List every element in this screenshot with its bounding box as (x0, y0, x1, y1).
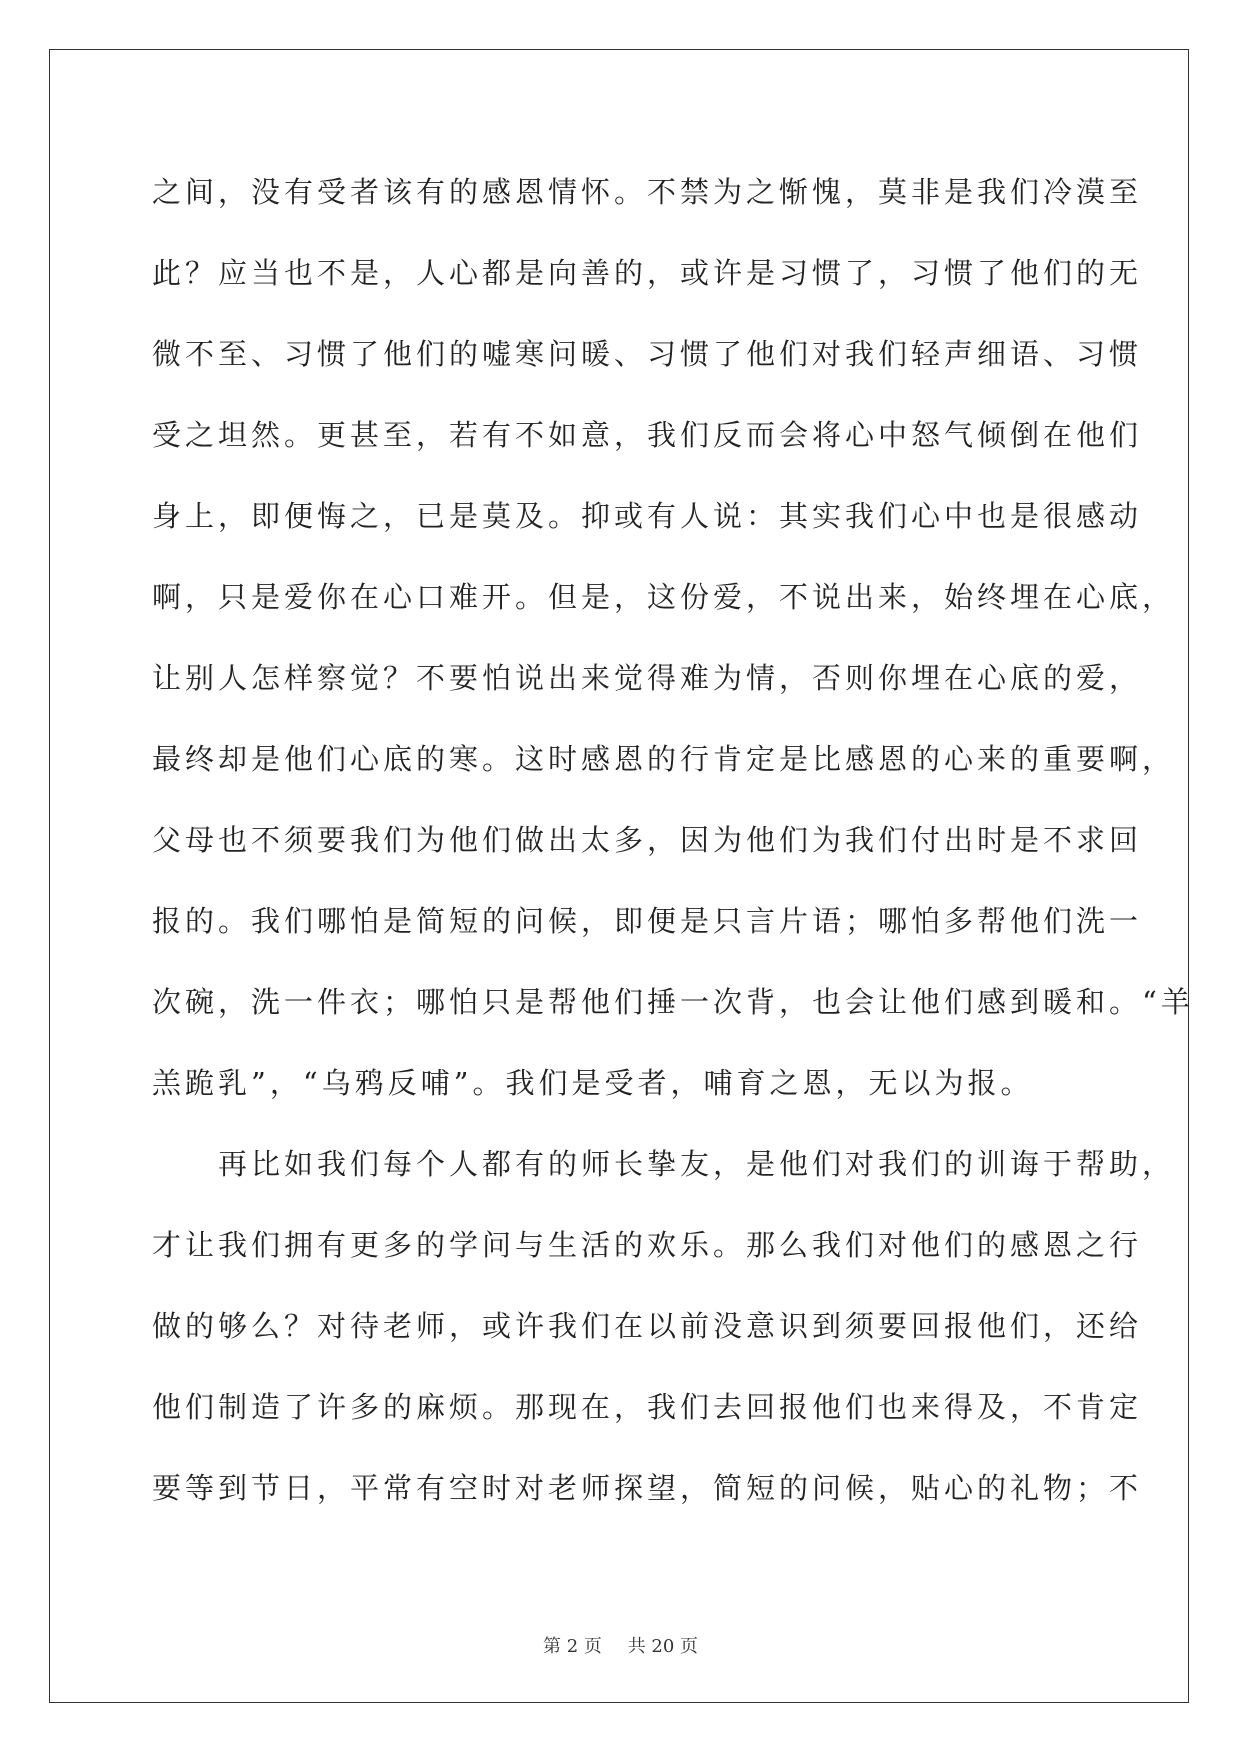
text-line: 受之坦然。更甚至，若有不如意，我们反而会将心中怒气倾倒在他们 (152, 418, 1143, 452)
text-line: 做的够么？对待老师，或许我们在以前没意识到须要回报他们，还给 (152, 1309, 1143, 1343)
page-number: 第 2 页 (543, 1636, 602, 1657)
document-body (152, 160, 1194, 1537)
text-line: 微不至、习惯了他们的嘘寒问暖、习惯了他们对我们轻声细语、习惯 (152, 337, 1143, 371)
text-line: 让别人怎样察觉？不要怕说出来觉得难为情，否则你埋在心底的爱， (152, 661, 1143, 695)
text-line: 报的。我们哪怕是简短的问候，即便是只言片语；哪怕多帮他们洗一 (152, 904, 1143, 938)
text-line: 最终却是他们心底的寒。这时感恩的行肯定是比感恩的心来的重要啊， (152, 742, 1176, 776)
page-total: 共 20 页 (627, 1636, 698, 1657)
text-line: 他们制造了许多的麻烦。那现在，我们去回报他们也来得及，不肯定 (152, 1390, 1143, 1424)
text-line: 要等到节日，平常有空时对老师探望，简短的问候，贴心的礼物；不 (152, 1471, 1143, 1505)
text-line: 之间，没有受者该有的感恩情怀。不禁为之惭愧，莫非是我们冷漠至 (152, 175, 1143, 209)
text-line: 此？应当也不是，人心都是向善的，或许是习惯了，习惯了他们的无 (152, 256, 1143, 290)
text-line: 身上，即便悔之，已是莫及。抑或有人说：其实我们心中也是很感动 (152, 499, 1143, 533)
text-line: 次碗，洗一件衣；哪怕只是帮他们捶一次背，也会让他们感到暖和。“羊 (152, 985, 1194, 1019)
page-footer (0, 1632, 1241, 1658)
paragraph-start-line: 再比如我们每个人都有的师长挚友，是他们对我们的训诲于帮助， (152, 1147, 1176, 1181)
text-line: 羔跪乳”，“乌鸦反哺”。我们是受者，哺育之恩，无以为报。 (152, 1066, 1034, 1100)
text-line: 才让我们拥有更多的学问与生活的欢乐。那么我们对他们的感恩之行 (152, 1228, 1143, 1262)
text-line: 父母也不须要我们为他们做出太多，因为他们为我们付出时是不求回 (152, 823, 1143, 857)
text-line: 啊，只是爱你在心口难开。但是，这份爱，不说出来，始终埋在心底， (152, 580, 1176, 614)
